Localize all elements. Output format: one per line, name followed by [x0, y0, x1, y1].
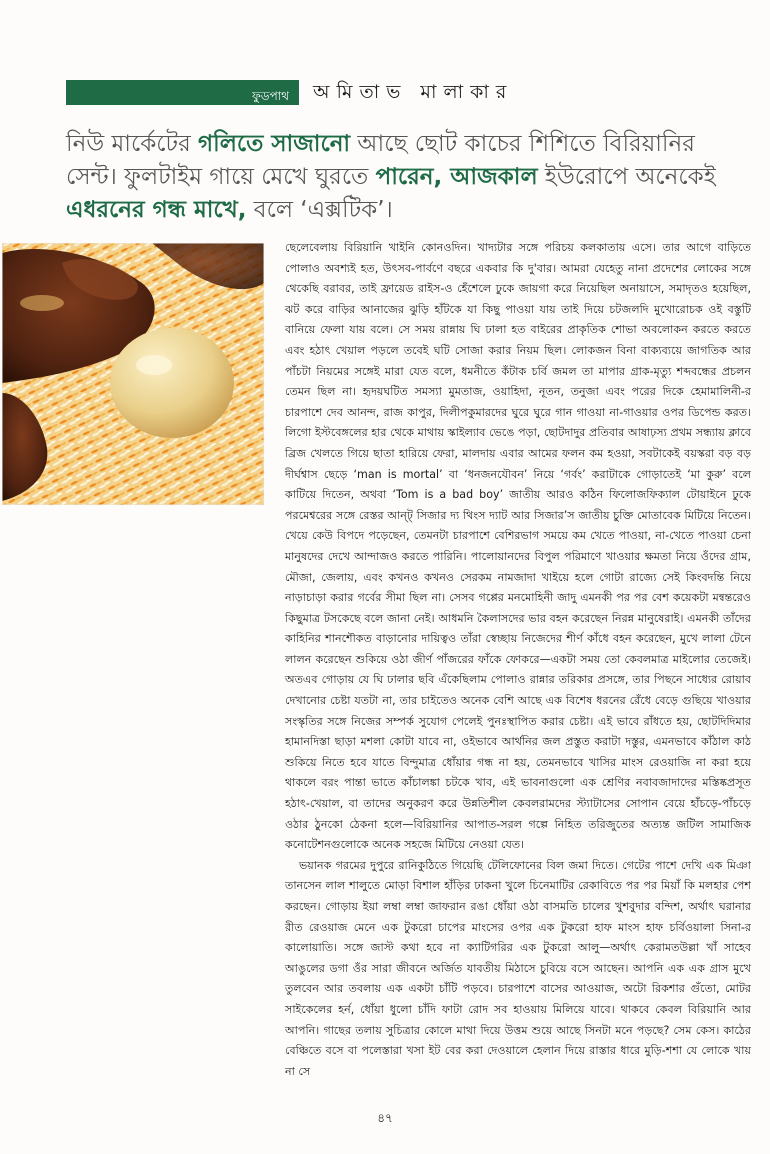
pull-quote-text: ইউরোপে অনেকেই: [537, 164, 716, 190]
pull-quote-highlight: পারেন, আজকাল: [375, 164, 538, 190]
biryani-photo: [2, 243, 264, 505]
pull-quote-text: আছে ছোট কাচের শিশিতে বিরিয়ানির সেন্ট। ফুলটাইম গায়ে মেখে ঘুরতে: [66, 131, 695, 190]
pull-quote-highlight: গলিতে সাজানো: [198, 131, 351, 157]
article-paragraph: ভয়ানক গরমের দুপুরে রানিকুঠিতে গিয়েছি টেলিফোনের বিল জমা দিতে। গেটের পাশে দেখি এক মিঞা তানসেন লাল শালুতে মোড়া বিশাল হাঁড়ির ঢাকনা খুলে চিনেমাটির রেকাবিতে পর পর মিয়াঁ কি মলহার পেশ করছেন। গোড়ায় ইয়া লম্বা লম্বা জাফরান রঙা ধোঁয়া ওঠা বাসমতি চালের খুশবুদার বন্দিশ, অর্থাৎ ঘরানার রীত রেওয়াজ মেনে এক টুকরো চাপের মাংসের ওপর এক টুকরো হাফ মাংস হাফ চর্বিওয়ালা সিনা-র কালোয়াতি। সঙ্গে জাস্ট কথা হবে না ক্যাটিগরির এক টুকরো আলু—অর্থাৎ কেরামতউল্লা খাঁ সাহেব আঙুলের ডগা ওঁর সারা জীবনে অর্জিত যাবতীয় মিঠাসে চুবিয়ে বসে আছেন। আপনি এক এক গ্রাস মুখে তুলবেন আর তবলায় এক একটা চাঁটি পড়বে। চারপাশে বাসের আওয়াজ, অটো রিকশার গুঁতো, মোটর সাইকেলের হর্ন, ধোঁয়া ধুলো চাঁদি ফাটা রোদ সব হাওয়ায় মিলিয়ে যাবে। থাকবে কেবল বিরিয়ানি আর আপনি। গাছের তলায় সুচিত্রার কোলে মাথা দিয়ে উত্তম শুয়ে আছে সিনটা মনে পড়ছে? সেম কেস। কাঠের বেঞ্চিতে বসে বা পলেস্তারা খসা ইট বের করা দেওয়ালে হেলান দিয়ে রাস্তার ধারে মুড়ি-শশা যে লোকে খায় না সে: [285, 858, 751, 1078]
author-name: অমিতাভ মালাকার: [313, 81, 514, 103]
pull-quote: [66, 128, 726, 227]
pull-quote-text: বলে ‘এক্সটিক’।: [246, 197, 393, 223]
article-body: [285, 238, 751, 1082]
section-header-band: [66, 80, 299, 105]
page-number: ৪৭: [377, 1111, 393, 1125]
section-label: ফুডপাথ: [252, 89, 289, 103]
pull-quote-text: নিউ মার্কেটের: [66, 131, 199, 157]
article-paragraph: ছেলেবেলায় বিরিয়ানি খাইনি কোনওদিন। খাদ্যটার সঙ্গে পরিচয় কলকাতায় এসে। তার আগে বাড়িতে পোলাও অবশ্যই হত, উৎসব-পার্বণে বছরে একবার কি দু'বার। আমরা যেহেতু নানা প্রদেশের লোকের সঙ্গে থেকেছি বরাবর, তাই ফ্রায়েড রাইস-ও হেঁশেলে ঢুকে জায়গা করে নিয়েছিল অনায়াসে, সমাদৃতও হয়েছিল, ঝট করে বাড়ির আনাজের ঝুড়ি হাঁটকে যা কিছু পাওয়া যায় তাই দিয়ে চটজলদি মুখোরোচক ওই বস্তুটি বানিয়ে ফেলা যায় বলে। সে সময় রান্নায় ঘি ঢালা হত বাইরের প্রাকৃতিক শোভা অবলোকন করতে করতে এবং হঠাৎ খেয়াল পড়লে তবেই ঘটি সোজা করার নিয়ম ছিল। লোকজন বিনা বাক্যব্যয়ে জাগতিক আর পাঁচটা নিয়মের সঙ্গেই মারা যেত বলে, ধমনীতে কঁটাক চর্বি জমল তা মাপার গ্রাক-মৃত্যু শব্দবন্ধের প্রচলন তেমন ছিল না। হৃদয়ঘটিত সমস্যা মুমতাজ, ওয়াহিদা, নূতন, তনুজা এবং পরের দিকে হেমামালিনী-র চারপাশে দেব আনন্দ, রাজ কাপুর, দিলীপকুমারদের ঘুরে ঘুরে গান গাওয়া না-গাওয়ার ওপর ডিপেন্ড করত। লিগো ইস্টবেঙ্গলের হার থেকে মাথায় স্কাইল্যাব ভেঙে পড়া, ছোটদাদুর প্রতিবার আষাঢ়স্য প্রথম সন্ধ্যায় ক্লাবে ব্রিজ খেলতে গিয়ে ছাতা হারিয়ে ফেরা, মালদায় এবার আমের ফলন কম হওয়া, সবটাকেই বয়স্করা বড় বড় দীর্ঘশ্বাস ছেড়ে ‘man is mortal’ বা ‘ধনজনযৌবন’ নিয়ে ‘গর্বং’ করাটাকে গোড়াতেই ‘মা কুরু’ বলে কাটিয়ে দিতেন, অথবা ‘Tom is a bad boy’ জাতীয় আরও কঠিন ফিলোজফিক্যাল টোয়াইনে ঢুকে পরমেশ্বরের সঙ্গে রেস্তর আন্ট্ সিজার দ্য থিংস দ্যাট আর সিজার’স জাতীয় চুক্তি মোতাবেক মিটিয়ে নিতেন। খেয়ে কেউ বিপদে পড়েছেন, তেমনটা চারপাশে বেশিরভাগ সময়ে কম খেতে পাওয়া, না-খেতে পাওয়া চেনা মানুষদের দেখে আন্দাজও করতে পারিনি। পালোয়ানদের বিপুল পরিমাণে খাওয়ার ক্ষমতা নিয়ে ওঁদের গ্রাম, মৌজা, জেলায়, এবং কখনও কখনও সেরকম নামজাদা খাইয়ে হলে গোটা রাজ্যে সেই কিংবদন্তি নিয়ে নাড়াচাড়া করার গর্বের সীমা ছিল না। সেসব গপ্পের মনমোহিনী জাদু এমনকী পর পর বেশ কয়েকটা মন্বন্তরেও কিছুমাত্র টসকেছে বলে জানা নেই। আধমনি কৈলাসদের ভার বহন করেছেন নিরন্ন মানুষেরাই। এমনকী তাঁদের কাহিনির শানশৌকত বাড়ানোর দায়িত্বও তাঁরা স্বেচ্ছায় নিজেদের শীর্ণ কাঁধে বহন করেছেন, মুখে লালা টেনে লালন করেছেন শুকিয়ে ওঠা জীর্ণ পাঁজরের ফাঁকে ফোকরে—একটা সময় তো কেবলমাত্র মাইলোর তেজেই। অতএব গোড়ায় যে ঘি ঢালার ছবি এঁকেছিলাম পোলাও রান্নার তরিকার প্রসঙ্গে, তার পিছনে সাধ্যের রোয়াব দেখানোর চেষ্টা যতটা না, তার চাইতেও অনেক বেশি আছে এক বিশেষ ধরনের রেঁধে বেড়ে গুছিয়ে খাওয়ার সংস্কৃতির সঙ্গে নিজের সম্পর্ক সুযোগ পেলেই পুনঃস্থাপিত করার চেষ্টা। এই ভাবে রাঁধতে হয়, ছোটদিদিমার হামানদিস্তা ছাড়া মশলা কোটা যাবে না, ওইভাবে আর্থনির জল প্রস্তুত করাটা দস্তুর, এমনভাবে কাঁঠাল কাঠ শুকিয়ে নিতে হবে যাতে বিন্দুমাত্র ধোঁয়ার গন্ধ না হয়, তেমনভাবে খাসির মাংস রেওয়াজি না করা হয়ে থাকলে বরং পান্তা ভাতে কাঁচালঙ্কা চটকে খাব, এই ভাবনাগুলো এক শ্রেণির নবাবজাদাদের মস্তিষ্কপ্রসূত হঠাৎ-খেয়াল, বা তাদের অনুকরণ করে উন্নতিশীল কেবলরামদের স্ট্যাটাসের সোপান বেয়ে হাঁচড়ে-পাঁচড়ে ওঠার ঠুনকো ঠেকনা হলে—বিরিয়ানির আপাত-সরল গল্পে নিহিত তরিজুতের অত্যন্ত জটিল সামাজিক কনোটেশনগুলোকে অনেক সহজে মিটিয়ে নেওয়া যেত।: [285, 241, 751, 852]
pull-quote-highlight: এধরনের গন্ধ মাখে,: [66, 197, 247, 223]
